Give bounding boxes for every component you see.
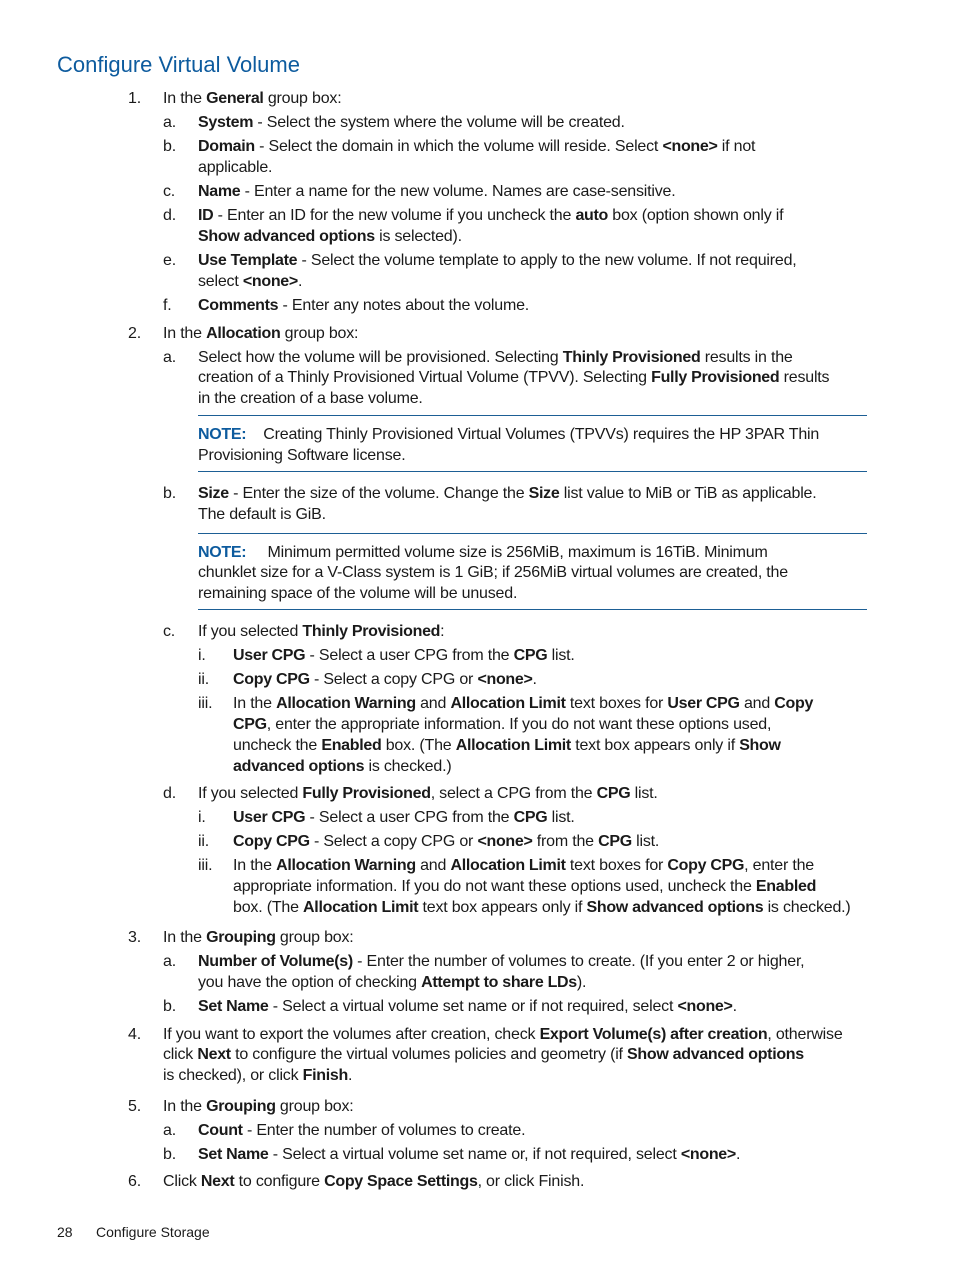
bold-term: Attempt to share LDs [421,974,577,991]
text-run: - Select a copy CPG or [309,671,478,688]
text-run: a. [163,953,176,970]
bold-term: Show advanced options [586,899,764,916]
list-marker [128,323,141,344]
text-run: i. [198,647,206,664]
bold-term: Copy CPG [233,833,310,850]
text-run: text boxes for [565,695,668,712]
text-run: box. (The [233,899,304,916]
text-run: . [347,1067,353,1084]
text-run: b. [163,485,176,502]
text-line [163,1024,843,1045]
text-run: - Select the system where the volume will be created. [253,114,625,131]
text-line [198,1120,525,1141]
list-marker [163,1144,176,1165]
bold-term: Allocation Limit [450,695,566,712]
text-run: , enter the [744,857,814,874]
list-marker [163,136,176,157]
footer-section-title: Configure Storage [96,1224,210,1240]
bold-term: Size [198,485,229,502]
text-run: is checked.) [763,899,851,916]
text-run: in the creation of a base volume. [198,390,423,407]
list-marker [163,250,176,271]
bold-term: Enabled [755,878,817,895]
bold-term: CPG [233,716,267,733]
bold-term: Thinly Provisioned [562,349,701,366]
list-marker [128,1171,141,1192]
text-run: In the [163,1098,207,1115]
text-line [198,424,819,445]
text-line [198,951,804,972]
bold-term: Show [739,737,781,754]
text-line [163,88,341,109]
text-run: you have the option of checking [198,974,422,991]
text-run: In the [163,90,207,107]
text-run: - Enter a name for the new volume. Names are case-sensitive. [240,183,676,200]
text-run: - Select the volume template to apply to the new volume. If not required, [297,252,797,269]
text-line [233,693,813,714]
text-run: - Select the domain in which the volume will reside. Select [254,138,663,155]
bold-term: Next [197,1046,231,1063]
bold-term: Copy CPG [233,671,310,688]
list-marker [128,927,141,948]
list-marker [163,295,172,316]
bold-term: System [198,114,254,131]
text-run: If you selected [198,785,303,802]
text-run: - Enter any notes about the volume. [278,297,530,314]
text-line [198,250,797,271]
text-line [198,483,817,504]
note-bottom-rule [198,609,867,610]
text-run: , or click Finish. [477,1173,585,1190]
text-line [198,205,783,226]
bold-term: Fully Provisioned [302,785,431,802]
bold-term: Copy CPG [667,857,745,874]
text-run: to configure the virtual volumes policies and geometry (if [230,1046,628,1063]
bold-term: Allocation Limit [450,857,566,874]
text-run: In the [233,695,277,712]
text-run: remaining space of the volume will be unused. [198,585,518,602]
text-run: and [415,695,451,712]
bold-term: User CPG [233,809,306,826]
list-marker [163,951,176,972]
text-run: iii. [198,695,213,712]
bold-term: <none> [677,998,733,1015]
bold-term: Enabled [321,737,382,754]
bold-term: CPG [596,785,631,802]
text-run: creation of a Thinly Provisioned Virtual Volume (TPVV). Selecting [198,369,652,386]
text-run: if not [717,138,756,155]
bold-term: Allocation Warning [276,857,416,874]
text-line [198,388,423,409]
bold-term: Copy [774,695,814,712]
bold-term: Finish [302,1067,348,1084]
text-run: group box: [280,325,359,342]
list-marker [128,1024,141,1045]
text-run: and [739,695,775,712]
text-run: list. [631,833,660,850]
text-run: In the [163,325,207,342]
text-run: - Select a user CPG from the [305,809,514,826]
text-run: list value to MiB or TiB as applicable. [559,485,817,502]
text-run: text box appears only if [418,899,587,916]
bold-term: auto [575,207,609,224]
note-label: NOTE: [198,544,247,561]
bold-term: Count [198,1122,243,1139]
text-run: text box appears only if [570,737,740,754]
bold-term: General [206,90,264,107]
text-line [233,756,451,777]
text-run: If you want to export the volumes after creation, check [163,1026,540,1043]
list-marker [128,88,141,109]
text-run: d. [163,785,176,802]
text-line [233,807,575,828]
text-run: - Enter the number of volumes to create. (If you enter 2 or higher, [352,953,805,970]
text-run: results [779,369,830,386]
text-run: Select how the volume will be provisioned. Selecting [198,349,563,366]
list-marker [163,996,176,1017]
note-top-rule [198,415,867,416]
text-line [198,621,444,642]
text-run: . [735,1146,741,1163]
list-marker [163,621,175,642]
bold-term: Domain [198,138,255,155]
list-marker [198,807,206,828]
list-marker [163,205,176,226]
text-run: click [163,1046,198,1063]
list-marker [198,645,206,666]
text-run: text boxes for [565,857,668,874]
text-line [198,972,586,993]
text-line [198,136,755,157]
text-run: is checked.) [364,758,452,775]
text-run: . [297,273,303,290]
bold-term: Set Name [198,1146,269,1163]
text-run: The default is GiB. [198,506,326,523]
text-run: i. [198,809,206,826]
text-line [198,583,517,604]
text-run: Minimum permitted volume size is 256MiB, maximum is 16TiB. Minimum [246,544,768,561]
text-run: - Enter the number of volumes to create. [242,1122,526,1139]
text-line [198,367,829,388]
text-line [233,897,851,918]
text-run: appropriate information. If you do not want these options used, uncheck the [233,878,756,895]
text-line [198,181,676,202]
bold-term: Allocation [206,325,281,342]
text-run: In the [233,857,277,874]
text-run: ii. [198,833,209,850]
list-marker [128,1096,141,1117]
note-bottom-rule [198,471,867,472]
text-run: 3. [128,929,141,946]
bold-term: <none> [662,138,718,155]
text-run: a. [163,1122,176,1139]
text-run: d. [163,207,176,224]
text-line [198,295,529,316]
text-line [198,542,768,563]
text-run: list. [547,647,575,664]
text-line [198,157,272,178]
text-run: select [198,273,243,290]
bold-term: Show advanced options [198,228,375,245]
bold-term: CPG [598,833,632,850]
text-line [233,714,771,735]
bold-term: CPG [513,809,548,826]
text-line [198,271,302,292]
text-run: a. [163,349,176,366]
list-marker [163,783,176,804]
text-run: box (option shown only if [608,207,784,224]
text-run: a. [163,114,176,131]
bold-term: Export Volume(s) after creation [539,1026,768,1043]
text-run: 4. [128,1026,141,1043]
text-run: 6. [128,1173,141,1190]
text-run: applicable. [198,159,273,176]
text-run: ii. [198,671,209,688]
text-run: to configure [234,1173,325,1190]
bold-term: Allocation Warning [276,695,416,712]
bold-term: Allocation Limit [303,899,419,916]
text-run: uncheck the [233,737,322,754]
text-run: c. [163,623,176,640]
bold-term: CPG [513,647,548,664]
text-run: f. [163,297,172,314]
list-marker [163,1120,176,1141]
page-number: 28 [57,1224,73,1240]
text-run: . [532,671,537,688]
text-line [233,669,537,690]
text-run: ). [576,974,587,991]
bold-term: Use Template [198,252,298,269]
text-line [163,1171,584,1192]
bold-term: <none> [477,671,533,688]
text-line [198,562,788,583]
note-label: NOTE: [198,426,247,443]
text-run: box. (The [381,737,456,754]
text-run: 1. [128,90,141,107]
bold-term: ID [198,207,214,224]
list-marker [198,855,212,876]
text-run: iii. [198,857,213,874]
text-line [233,831,659,852]
note-top-rule [198,533,867,534]
bold-term: Thinly Provisioned [302,623,441,640]
text-line [198,347,793,368]
text-run: list. [630,785,658,802]
list-marker [198,693,212,714]
text-line [198,996,737,1017]
bold-term: <none> [680,1146,736,1163]
text-line [163,1065,352,1086]
bold-term: <none> [477,833,533,850]
list-marker [163,347,176,368]
bold-term: Show advanced options [627,1046,804,1063]
text-run: 5. [128,1098,141,1115]
bold-term: Size [528,485,560,502]
text-line [163,323,358,344]
bold-term: User CPG [667,695,740,712]
text-line [198,504,326,525]
text-line [198,226,462,247]
text-run: : [440,623,445,640]
text-line [198,445,405,466]
text-run: . [732,998,737,1015]
text-run: from the [532,833,599,850]
bold-term: Grouping [206,929,276,946]
text-run: group box: [275,1098,354,1115]
bold-term: Fully Provisioned [651,369,780,386]
text-run: is checked), or click [163,1067,303,1084]
text-line [233,645,575,666]
text-run: Creating Thinly Provisioned Virtual Volumes (TPVVs) requires the HP 3PAR Thin [246,426,820,443]
text-run: 2. [128,325,141,342]
text-run: b. [163,1146,176,1163]
text-run: , otherwise [767,1026,843,1043]
bold-term: <none> [242,273,298,290]
bold-term: Set Name [198,998,269,1015]
text-line [163,1096,354,1117]
text-run: b. [163,138,176,155]
list-marker [198,669,209,690]
text-run: Click [163,1173,201,1190]
text-run: If you selected [198,623,303,640]
list-marker [198,831,209,852]
bold-term: Number of Volume(s) [198,953,353,970]
text-run: In the [163,929,207,946]
text-run: results in the [700,349,793,366]
text-run: - Enter an ID for the new volume if you uncheck the [213,207,576,224]
text-line [163,1044,804,1065]
text-run: , enter the appropriate information. If you do not want these options used, [266,716,772,733]
bold-term: Next [200,1173,235,1190]
list-marker [163,112,176,133]
text-run: Provisioning Software license. [198,447,406,464]
text-run: and [415,857,451,874]
text-line [198,1144,740,1165]
text-run: group box: [263,90,342,107]
list-marker [163,483,176,504]
bold-term: Grouping [206,1098,276,1115]
bold-term: Copy Space Settings [324,1173,478,1190]
text-line [233,735,781,756]
text-line [233,876,816,897]
text-line [198,783,658,804]
text-run: - Select a user CPG from the [305,647,514,664]
bold-term: advanced options [233,758,365,775]
bold-term: Name [198,183,241,200]
text-run: is selected). [374,228,462,245]
text-line [198,112,625,133]
text-run: c. [163,183,176,200]
bold-term: User CPG [233,647,306,664]
bold-term: Allocation Limit [455,737,571,754]
text-line [233,855,814,876]
text-run: b. [163,998,176,1015]
text-line [163,927,354,948]
section-title: Configure Virtual Volume [57,52,300,77]
text-run: chunklet size for a V-Class system is 1 GiB; if 256MiB virtual volumes are created, the [198,564,788,581]
text-run: - Select a copy CPG or [309,833,478,850]
text-run: - Enter the size of the volume. Change the [228,485,529,502]
text-run: - Select a virtual volume set name or if not required, select [268,998,678,1015]
text-run: group box: [275,929,354,946]
text-run: e. [163,252,176,269]
bold-term: Comments [198,297,279,314]
text-run: list. [547,809,575,826]
text-run: , select a CPG from the [430,785,597,802]
text-run: - Select a virtual volume set name or, if not required, select [268,1146,681,1163]
list-marker [163,181,175,202]
